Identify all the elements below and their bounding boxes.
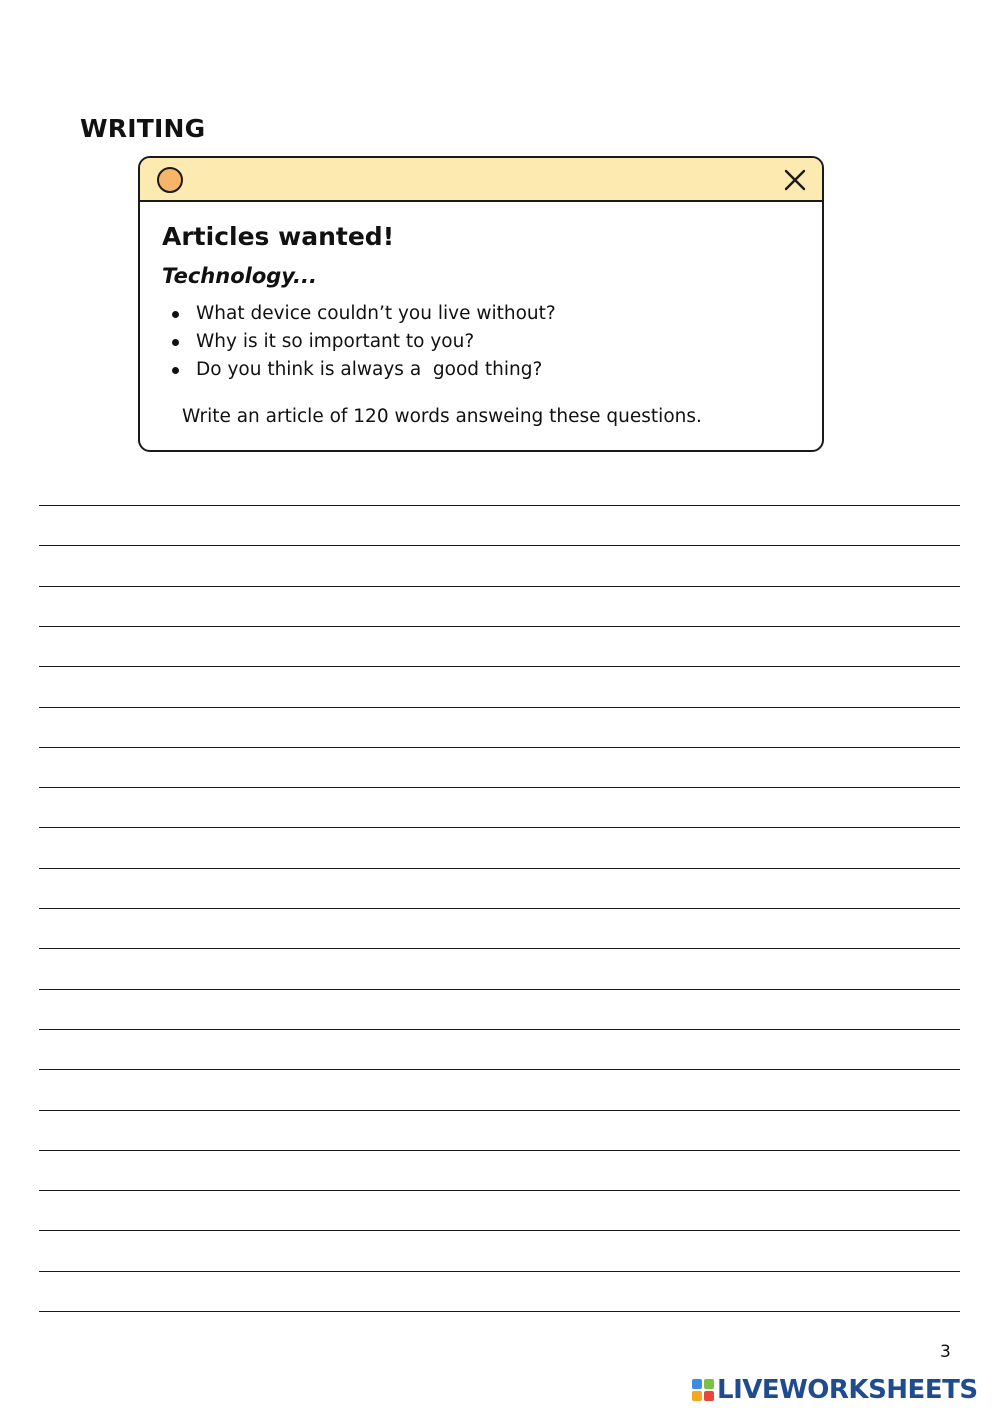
writing-line[interactable] bbox=[39, 1150, 960, 1151]
writing-line[interactable] bbox=[39, 707, 960, 708]
writing-line[interactable] bbox=[39, 868, 960, 869]
writing-line[interactable] bbox=[39, 948, 960, 949]
writing-line[interactable] bbox=[39, 1230, 960, 1231]
brand-name: LIVEWORKSHEETS bbox=[717, 1375, 978, 1405]
question-text: What device couldn’t you live without? bbox=[196, 303, 556, 324]
writing-line[interactable] bbox=[39, 989, 960, 990]
question-text: Do you think is always a good thing? bbox=[196, 359, 543, 380]
writing-line[interactable] bbox=[39, 1110, 960, 1111]
writing-line[interactable] bbox=[39, 666, 960, 667]
page-number: 3 bbox=[940, 1342, 951, 1362]
writing-line[interactable] bbox=[39, 505, 960, 506]
writing-line[interactable] bbox=[39, 626, 960, 627]
writing-line[interactable] bbox=[39, 545, 960, 546]
writing-line[interactable] bbox=[39, 787, 960, 788]
brand-logo[interactable] bbox=[692, 1374, 978, 1406]
writing-line[interactable] bbox=[39, 1029, 960, 1030]
writing-line[interactable] bbox=[39, 1069, 960, 1070]
liveworksheets-logo-icon bbox=[692, 1379, 714, 1401]
section-heading: WRITING bbox=[80, 114, 206, 143]
writing-line[interactable] bbox=[39, 1190, 960, 1191]
writing-line[interactable] bbox=[39, 827, 960, 828]
writing-line[interactable] bbox=[39, 908, 960, 909]
card-title: Articles wanted! bbox=[162, 222, 395, 251]
writing-line[interactable] bbox=[39, 747, 960, 748]
writing-line[interactable] bbox=[39, 586, 960, 587]
question-text: Why is it so important to you? bbox=[196, 331, 475, 352]
writing-area[interactable] bbox=[39, 0, 960, 1414]
writing-line[interactable] bbox=[39, 1271, 960, 1272]
card-subtitle: Technology... bbox=[162, 264, 317, 288]
writing-line[interactable] bbox=[39, 1311, 960, 1312]
instruction-text: Write an article of 120 words answeing these questions. bbox=[182, 406, 702, 427]
